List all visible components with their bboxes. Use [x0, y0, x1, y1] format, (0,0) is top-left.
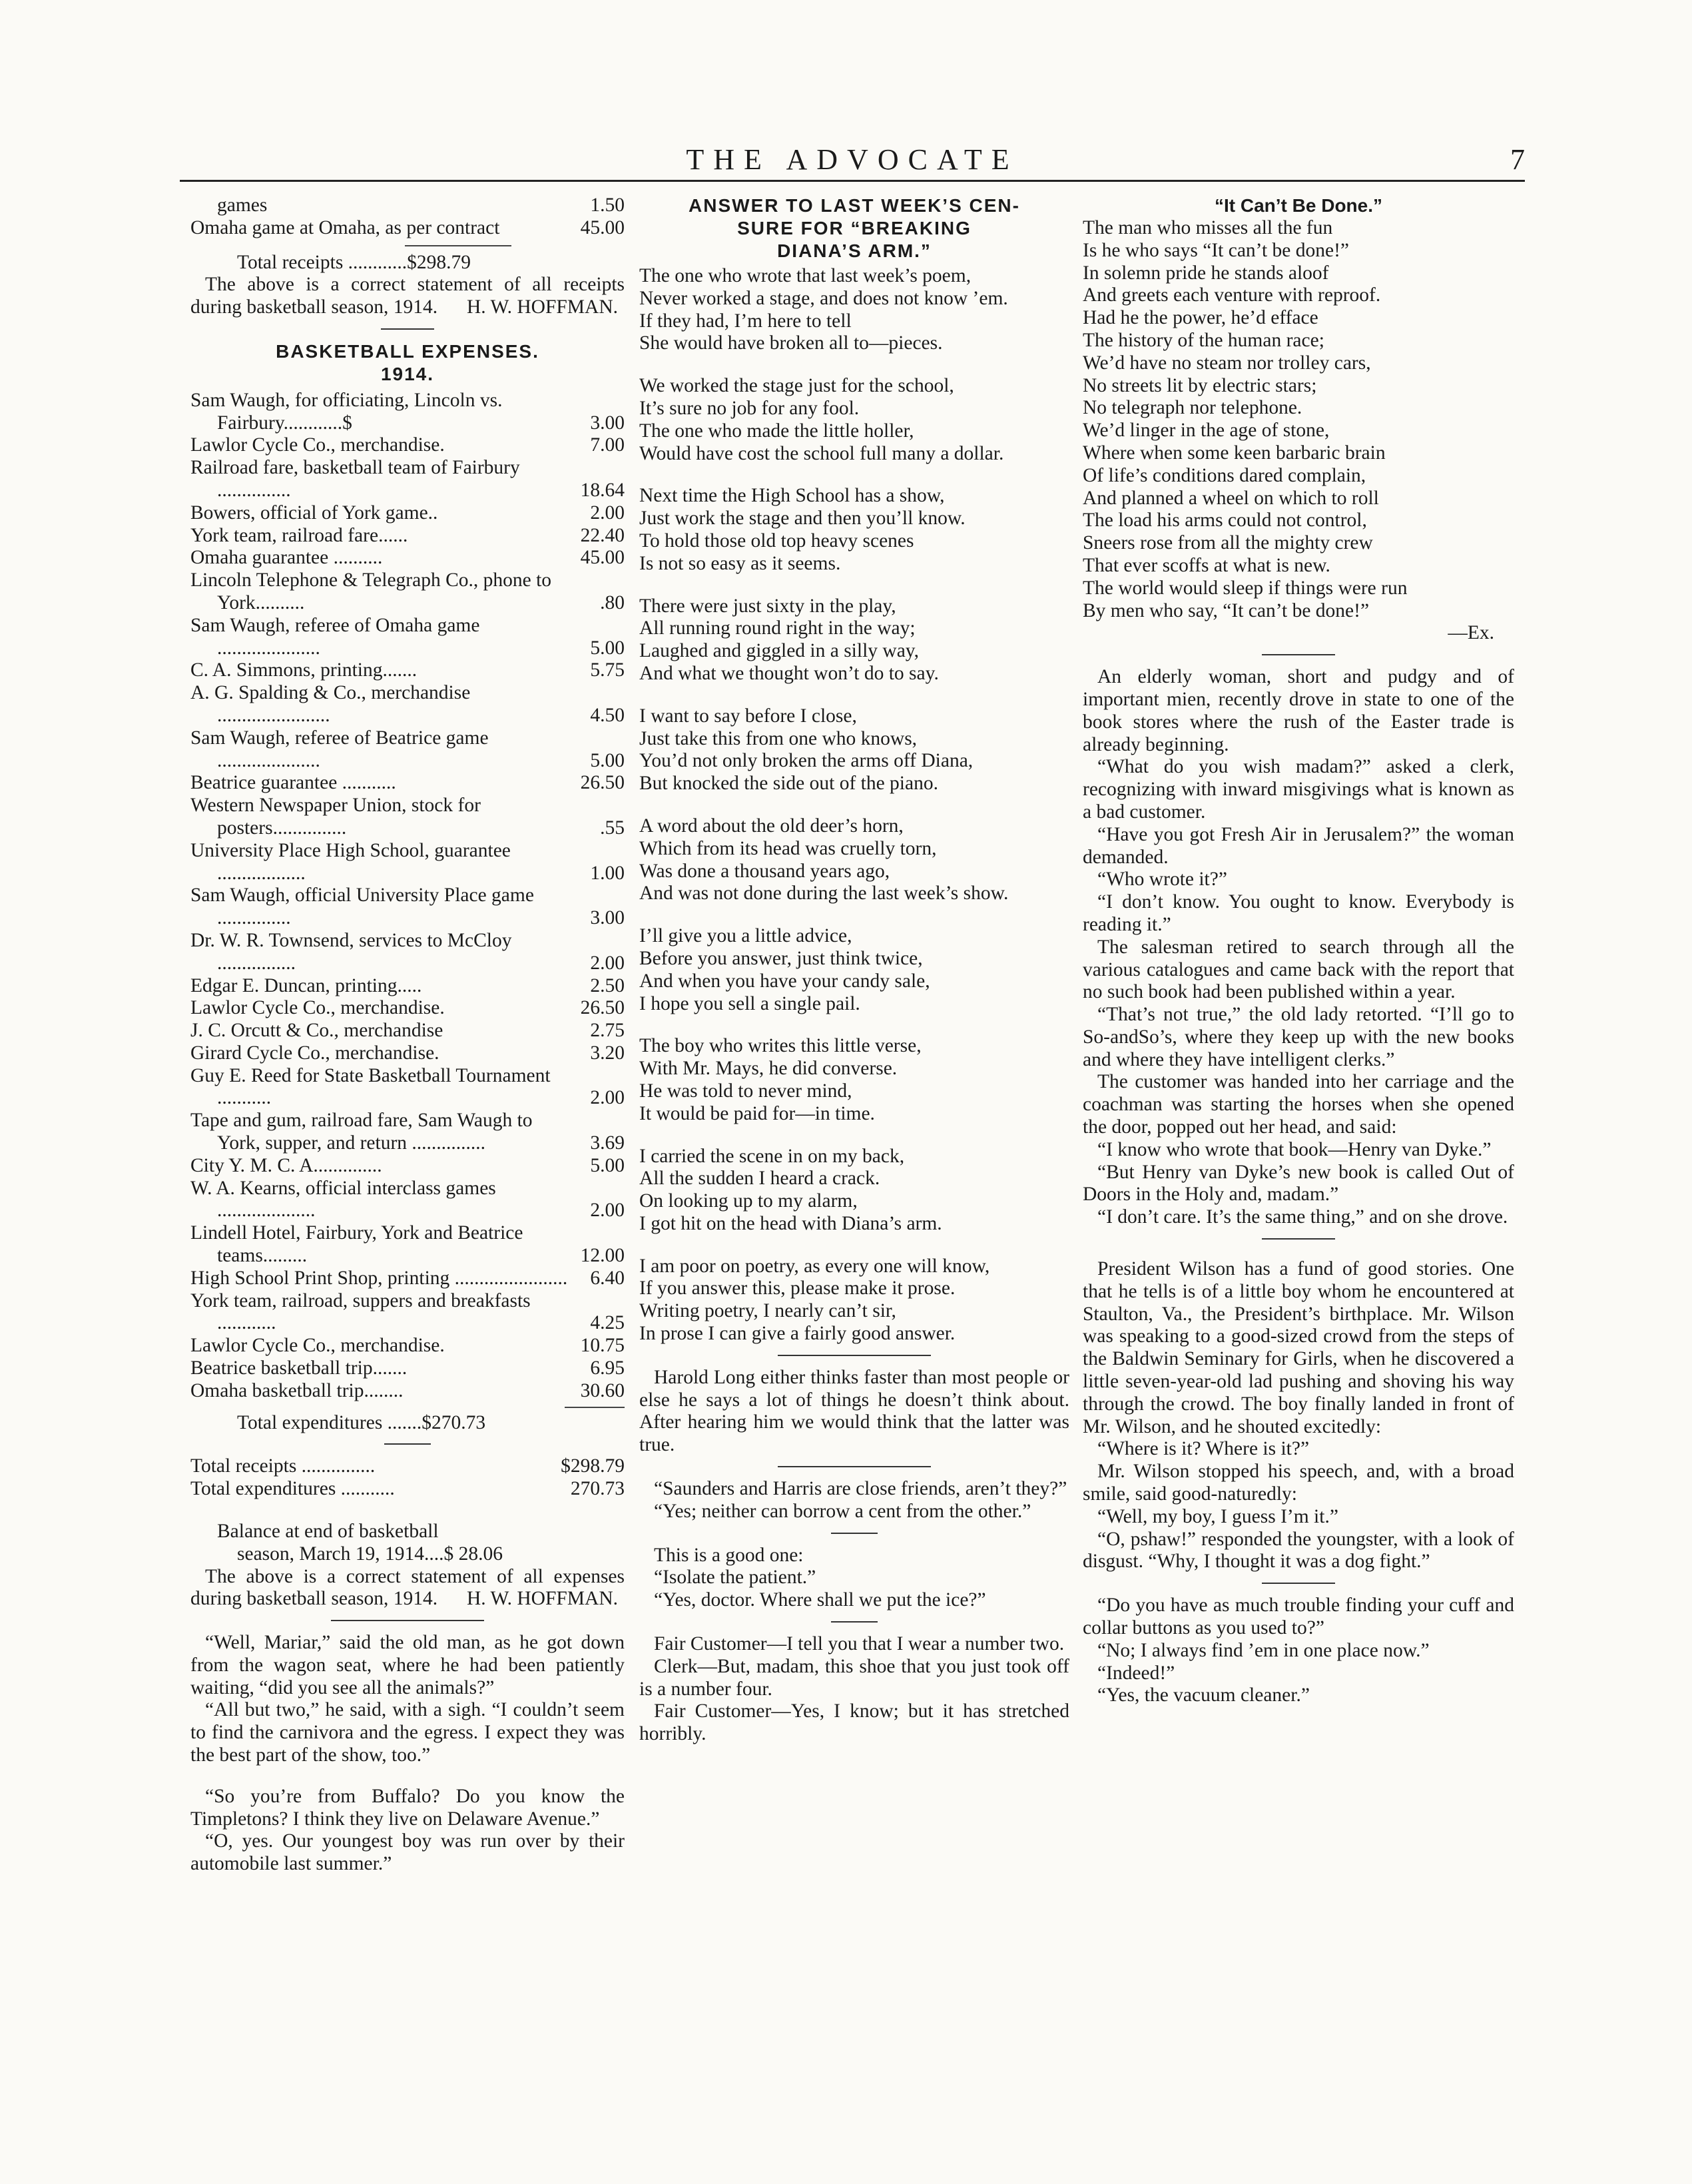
divider: [381, 328, 434, 330]
expense-row: [190, 885, 625, 930]
poem-line: No streets lit by electric stars;: [1083, 374, 1317, 396]
signature: H. W. HOFFMAN.: [466, 296, 618, 318]
expense-amount: 26.50: [580, 772, 625, 794]
poem-line: It’s sure no job for any fool.: [639, 397, 860, 419]
expense-label: Tape and gum, railroad fare, Sam Waugh to York, supper, and return ...............: [190, 1110, 533, 1154]
paragraph: President Wilson has a fund of good stories. One that he tells is of a little boy whom he encountered at Staulton, Va., the President’s birthplace. Mr. Wilson was speaking to a good-sized crowd from the steps of the Baldwin Seminary for Girls, when he discovered a little seven-year-old lad pushing and shoving his way through the crowd. The boy finally landed in front of Mr. Wilson, and he shouted excitedly:: [1083, 1258, 1514, 1437]
expense-label: Lawlor Cycle Co., merchandise.: [190, 1335, 445, 1357]
expense-label: York team, railroad, suppers and breakfasts ............: [190, 1289, 531, 1334]
poem-line: By men who say, “It can’t be done!”: [1083, 599, 1370, 621]
paragraph: The customer was handed into her carriage and the coachman was starting the horses when she opened the door, popped out her head, and said:: [1083, 1071, 1514, 1138]
expense-label: A. G. Spalding & Co., merchandise .......................: [190, 682, 471, 726]
expense-row: [190, 525, 625, 547]
summary-row: Total receipts ............... $298.79: [190, 1455, 625, 1477]
poem-line: And what we thought won’t do to say.: [639, 662, 939, 684]
paragraph: An elderly woman, short and pudgy and of important mien, recently drove in state to one of the book stores where the rush of the Easter trade is already beginning.: [1083, 666, 1514, 755]
poem-line: Never worked a stage, and does not know ’em.: [639, 287, 1008, 309]
poem-line: She would have broken all to—pieces.: [639, 332, 943, 354]
stanza: [639, 925, 1069, 1015]
expense-amount: 3.20: [590, 1042, 625, 1064]
expense-row: [190, 1178, 625, 1223]
expense-amount: 30.60: [580, 1379, 625, 1401]
poem-line: The load his arms could not control,: [1083, 510, 1367, 532]
expense-list: [190, 390, 625, 1403]
expense-amount: 5.00: [590, 1154, 625, 1176]
expense-amount: 26.50: [580, 997, 625, 1019]
expense-label: C. A. Simmons, printing.......: [190, 659, 418, 681]
expense-amount: 2.00: [590, 1200, 625, 1222]
expense-label: Edgar E. Duncan, printing.....: [190, 974, 422, 996]
expense-row: [190, 1222, 625, 1268]
paragraph: “Where is it? Where is it?”: [1097, 1438, 1310, 1460]
column-2: [639, 194, 1069, 1746]
paragraph: “Have you got Fresh Air in Jerusalem?” the woman demanded.: [1083, 823, 1514, 868]
expense-amount: 5.75: [590, 659, 625, 681]
paragraph: “Indeed!”: [1097, 1662, 1175, 1684]
divider: [1262, 1238, 1335, 1240]
poem-line: He was told to never mind,: [639, 1080, 852, 1102]
poem-line: If you answer this, please make it prose.: [639, 1277, 956, 1299]
paragraph: “No; I always find ’em in one place now.”: [1097, 1639, 1430, 1661]
expense-row: [190, 1335, 625, 1357]
expense-amount: 7.00: [590, 434, 625, 456]
shoe-paragraph: Fair Customer—I tell you that I wear a number two.: [654, 1633, 1065, 1655]
poem-title: “It Can’t Be Done.”: [1214, 195, 1382, 216]
expense-row: [190, 457, 625, 502]
stanza: [639, 595, 1069, 685]
expense-row: [190, 1110, 625, 1155]
page-number: 7: [1510, 143, 1525, 176]
expense-label: York team, railroad fare......: [190, 524, 408, 546]
expense-amount: .80: [600, 591, 625, 613]
divider: [1262, 1583, 1335, 1584]
expense-row: [190, 1042, 625, 1065]
total-expenditures: Total expenditures .......$270.73: [237, 1411, 486, 1433]
poem-line: With Mr. Mays, he did converse.: [639, 1058, 898, 1080]
expense-label: Sam Waugh, referee of Omaha game .....................: [190, 614, 480, 659]
poem-body: [1083, 217, 1514, 622]
isolate-paragraph: This is a good one:: [654, 1544, 804, 1566]
poem-line: On looking up to my alarm,: [639, 1190, 858, 1212]
poem-line: You’d not only broken the arms off Diana,: [639, 750, 974, 772]
divider: [1262, 654, 1335, 655]
expense-amount: 18.64: [580, 479, 625, 501]
expense-row: [190, 682, 625, 727]
paragraph: “I don’t know. You ought to know. Everybody is reading it.”: [1083, 891, 1514, 935]
expense-label: J. C. Orcutt & Co., merchandise: [190, 1020, 443, 1042]
paragraph: “Who wrote it?”: [1097, 869, 1227, 891]
expense-label: University Place High School, guarantee ..................: [190, 839, 511, 884]
expense-amount: 5.00: [590, 749, 625, 771]
poem-line: The man who misses all the fun: [1083, 217, 1333, 238]
poem-line: I hope you sell a single pail.: [639, 992, 860, 1014]
poem-line: I got hit on the head with Diana’s arm.: [639, 1212, 942, 1234]
expense-row: [190, 615, 625, 660]
expense-label: Sam Waugh, for officiating, Lincoln vs. Fairbury............$: [190, 389, 503, 434]
poem-line: Which from its head was cruelly torn,: [639, 837, 937, 859]
column-1: [190, 194, 625, 1876]
poem-line: In solemn pride he stands aloof: [1083, 262, 1329, 284]
expense-label: Beatrice guarantee ...........: [190, 772, 396, 794]
cuff-story: [1083, 1595, 1514, 1707]
poem-line: No telegraph nor telephone.: [1083, 397, 1302, 419]
poem-credit: —Ex.: [1448, 622, 1494, 644]
divider: [831, 1533, 878, 1534]
poem-line: The one who wrote that last week’s poem,: [639, 265, 972, 286]
expense-row: [190, 1155, 625, 1178]
expense-label: Lawlor Cycle Co., merchandise.: [190, 997, 445, 1019]
divider: [565, 1407, 625, 1408]
expense-label: Omaha basketball trip........: [190, 1379, 404, 1401]
expense-label: Guy E. Reed for State Basketball Tournament ...........: [190, 1064, 551, 1109]
paragraph: “That’s not true,” the old lady retorted. “I’ll go to So-andSo’s, where they keep up with the new books and where they have intelligent clerks.”: [1083, 1004, 1514, 1070]
poem-line: We’d linger in the age of stone,: [1083, 420, 1330, 442]
stanza: [639, 815, 1069, 905]
expense-row: [190, 569, 625, 615]
expense-label: W. A. Kearns, official interclass games ....................: [190, 1177, 496, 1222]
stanza: [639, 485, 1069, 575]
poem-line: I am poor on poetry, as every one will know,: [639, 1255, 990, 1277]
expense-row: [190, 502, 625, 525]
paragraph: “O, pshaw!” responded the youngster, with a look of disgust. “Why, I thought it was a dog fight.”: [1083, 1528, 1514, 1573]
expense-row: [190, 727, 625, 773]
poem-line: Is he who says “It can’t be done!”: [1083, 239, 1350, 261]
expense-label: Lincoln Telephone & Telegraph Co., phone to York..........: [190, 569, 552, 613]
page-header: [180, 140, 1525, 182]
expense-amount: .55: [600, 817, 625, 839]
column-3: [1083, 194, 1514, 1707]
buffalo-paragraph: “So you’re from Buffalo? Do you know the Timpletons? I think they live on Delaware Avenue.”: [190, 1785, 625, 1830]
expense-label: Omaha guarantee ..........: [190, 547, 383, 569]
divider: [831, 1621, 878, 1623]
expense-label: Dr. W. R. Townsend, services to McCloy ................: [190, 929, 512, 974]
poem-line: A word about the old deer’s horn,: [639, 815, 904, 837]
poem-title: ANSWER TO LAST WEEK’S CEN-: [689, 195, 1020, 216]
expenses-heading: BASKETBALL EXPENSES.: [276, 340, 539, 362]
expense-row: [190, 997, 625, 1020]
poem-line: If they had, I’m here to tell: [639, 310, 852, 332]
divider: [384, 1443, 431, 1445]
divider: [778, 1466, 931, 1467]
expense-label: City Y. M. C. A..............: [190, 1154, 382, 1176]
expense-amount: 2.00: [590, 502, 625, 524]
expense-row: [190, 547, 625, 569]
paragraph: Mr. Wilson stopped his speech, and, with a broad smile, said good-naturedly:: [1083, 1461, 1514, 1505]
expense-amount: 2.00: [590, 1087, 625, 1109]
paragraph: “I don’t care. It’s the same thing,” and on she drove.: [1097, 1206, 1508, 1228]
stanza: [639, 265, 1069, 355]
expense-amount: 10.75: [580, 1335, 625, 1357]
expenses-statement: The above is a correct statement of all expenses during basketball season, 1914.: [190, 1565, 625, 1610]
poem-line: Would have cost the school full many a dollar.: [639, 442, 1004, 464]
expense-label: Western Newspaper Union, stock for posters...............: [190, 795, 481, 839]
signature: H. W. HOFFMAN.: [466, 1588, 618, 1610]
expense-row: [190, 1290, 625, 1335]
expense-amount: 22.40: [580, 524, 625, 546]
expense-row: [190, 840, 625, 885]
buffalo-paragraph: “O, yes. Our youngest boy was run over by their automobile last summer.”: [190, 1830, 625, 1875]
expense-amount: 4.50: [590, 704, 625, 726]
poem-line: Sneers rose from all the mighty crew: [1083, 532, 1373, 554]
expense-row: [190, 975, 625, 998]
poem-line: I carried the scene in on my back,: [639, 1145, 905, 1167]
poem-line: Where when some keen barbaric brain: [1083, 442, 1386, 464]
poem-line: That ever scoffs at what is new.: [1083, 554, 1330, 576]
receipts-statement: The above is a correct statement of all receipts during basketball season, 1914.: [190, 274, 625, 318]
poem-line: We’d have no steam nor trolley cars,: [1083, 352, 1371, 374]
publication-title: THE ADVOCATE: [686, 143, 1019, 176]
poem-line: The history of the human race;: [1083, 329, 1324, 351]
poem-line: And planned a wheel on which to roll: [1083, 487, 1379, 509]
paragraph: The salesman retired to search through all the various catalogues and came back with the report that no such book had been published within a year.: [1083, 936, 1514, 1003]
balance-line: Balance at end of basketball: [217, 1521, 439, 1543]
shoe-paragraph: Clerk—But, madam, this shoe that you just took off is a number four.: [639, 1655, 1069, 1700]
paragraph: “Well, my boy, I guess I’m it.”: [1097, 1505, 1338, 1527]
poem-line: Of life’s conditions dared complain,: [1083, 464, 1366, 486]
poem-body: [639, 265, 1069, 1345]
ledger-row: games 1.50: [217, 194, 625, 216]
stanza: [639, 1146, 1069, 1236]
stanza: [639, 705, 1069, 795]
saunders-paragraph: “Yes; neither can borrow a cent from the other.”: [654, 1500, 1031, 1522]
total-receipts: Total receipts ............$298.79: [237, 251, 471, 273]
elderly-story: [1083, 666, 1514, 1229]
expense-amount: 5.00: [590, 637, 625, 659]
expense-amount: 3.69: [590, 1132, 625, 1154]
poem-line: And greets each venture with reproof.: [1083, 284, 1381, 306]
poem-line: We worked the stage just for the school,: [639, 375, 954, 397]
poem-title: DIANA’S ARM.”: [777, 240, 932, 261]
poem-line: Just take this from one who knows,: [639, 727, 918, 749]
expense-label: Railroad fare, basketball team of Fairbury ...............: [190, 457, 520, 501]
ledger-row: Omaha game at Omaha, as per contract 45.00: [190, 216, 625, 238]
poem-line: Next time the High School has a show,: [639, 485, 945, 507]
expense-label: Lindell Hotel, Fairbury, York and Beatrice teams.........: [190, 1222, 523, 1267]
poem-line: There were just sixty in the play,: [639, 595, 896, 617]
expense-amount: 12.00: [580, 1245, 625, 1267]
divider: [778, 1355, 931, 1356]
expenses-year: 1914.: [380, 363, 435, 384]
poem-line: Laughed and giggled in a silly way,: [639, 640, 920, 662]
expense-row: [190, 434, 625, 457]
poem-line: But knocked the side out of the piano.: [639, 773, 938, 795]
poem-line: I’ll give you a little advice,: [639, 925, 852, 947]
expense-label: Lawlor Cycle Co., merchandise.: [190, 434, 445, 456]
poem-line: Just work the stage and then you’ll know.: [639, 508, 966, 530]
poem-line: All the sudden I heard a crack.: [639, 1168, 880, 1190]
paragraph: “What do you wish madam?” asked a clerk, recognizing with inward misgivings what is known as a bad customer.: [1083, 756, 1514, 823]
expense-amount: 4.25: [590, 1312, 625, 1334]
poem-line: And when you have your candy sale,: [639, 970, 930, 992]
mariar-paragraph: “Well, Mariar,” said the old man, as he got down from the wagon seat, where he had been patiently waiting, “did you see all the animals?”: [190, 1632, 625, 1698]
poem-line: In prose I can give a fairly good answer.: [639, 1323, 956, 1345]
poem-line: The world would sleep if things were run: [1083, 577, 1408, 599]
poem-title: SURE FOR “BREAKING: [737, 218, 972, 238]
harold-paragraph: Harold Long either thinks faster than most people or else he says a lot of things he doesn’t think about. After hearing him we would think that the latter was true.: [639, 1366, 1069, 1456]
divider: [405, 245, 511, 246]
saunders-paragraph: “Saunders and Harris are close friends, aren’t they?”: [654, 1478, 1067, 1500]
expense-row: [190, 659, 625, 682]
expense-amount: 2.50: [590, 974, 625, 996]
balance-line: season, March 19, 1914....$ 28.06: [237, 1543, 503, 1565]
poem-line: The boy who writes this little verse,: [639, 1035, 922, 1057]
paragraph: “Yes, the vacuum cleaner.”: [1097, 1684, 1310, 1706]
poem-line: All running round right in the way;: [639, 617, 916, 639]
poem-line: Is not so easy as it seems.: [639, 552, 841, 574]
expense-row: [190, 1268, 625, 1290]
stanza: [639, 1256, 1069, 1345]
expense-amount: 3.00: [590, 412, 625, 434]
divider: [331, 1620, 484, 1621]
poem-line: Had he the power, he’d efface: [1083, 307, 1318, 329]
poem-line: Was done a thousand years ago,: [639, 860, 890, 882]
expense-row: [190, 772, 625, 795]
expense-label: Sam Waugh, referee of Beatrice game .....................: [190, 727, 489, 771]
expense-amount: 2.75: [590, 1020, 625, 1042]
expense-row: [190, 795, 625, 840]
mariar-paragraph: “All but two,” he said, with a sigh. “I couldn’t seem to find the carnivora and the egress. I expect they was the best part of the show, too.”: [190, 1699, 625, 1766]
expense-amount: 3.00: [590, 907, 625, 929]
expense-amount: 45.00: [580, 547, 625, 569]
summary-row: Total expenditures ........... 270.73: [190, 1478, 625, 1500]
stanza: [639, 375, 1069, 465]
paragraph: “I know who wrote that book—Henry van Dyke.”: [1097, 1138, 1492, 1160]
poem-line: Before you answer, just think twice,: [639, 947, 923, 969]
poem-line: To hold those old top heavy scenes: [639, 530, 914, 551]
isolate-paragraph: “Isolate the patient.”: [654, 1567, 816, 1589]
expense-row: [190, 390, 625, 435]
expense-row: [190, 930, 625, 975]
expense-row: [190, 1065, 625, 1110]
expense-label: Girard Cycle Co., merchandise.: [190, 1042, 439, 1064]
poem-line: Writing poetry, I nearly can’t sir,: [639, 1300, 896, 1322]
poem-line: It would be paid for—in time.: [639, 1102, 875, 1124]
poem-line: And was not done during the last week’s show.: [639, 883, 1009, 905]
wilson-story: [1083, 1258, 1514, 1573]
expense-label: High School Print Shop, printing .......................: [190, 1267, 568, 1289]
expense-label: Sam Waugh, official University Place game ...............: [190, 885, 534, 929]
stanza: [639, 1035, 1069, 1125]
poem-line: I want to say before I close,: [639, 705, 857, 727]
isolate-paragraph: “Yes, doctor. Where shall we put the ice?”: [654, 1589, 986, 1611]
expense-row: [190, 1380, 625, 1403]
expense-amount: 1.00: [590, 862, 625, 884]
poem-line: The one who made the little holler,: [639, 420, 914, 442]
paragraph: “But Henry van Dyke’s new book is called Out of Doors in the Holy and, madam.”: [1083, 1161, 1514, 1206]
expense-amount: 2.00: [590, 952, 625, 974]
expense-amount: 6.95: [590, 1357, 625, 1379]
expense-row: [190, 1020, 625, 1042]
expense-row: [190, 1357, 625, 1380]
expense-amount: 6.40: [590, 1267, 625, 1289]
expense-label: Bowers, official of York game..: [190, 502, 438, 524]
paragraph: “Do you have as much trouble finding your cuff and collar buttons as you used to?”: [1083, 1595, 1514, 1639]
expense-label: Beatrice basketball trip.......: [190, 1357, 408, 1379]
shoe-paragraph: Fair Customer—Yes, I know; but it has stretched horribly.: [639, 1700, 1069, 1745]
